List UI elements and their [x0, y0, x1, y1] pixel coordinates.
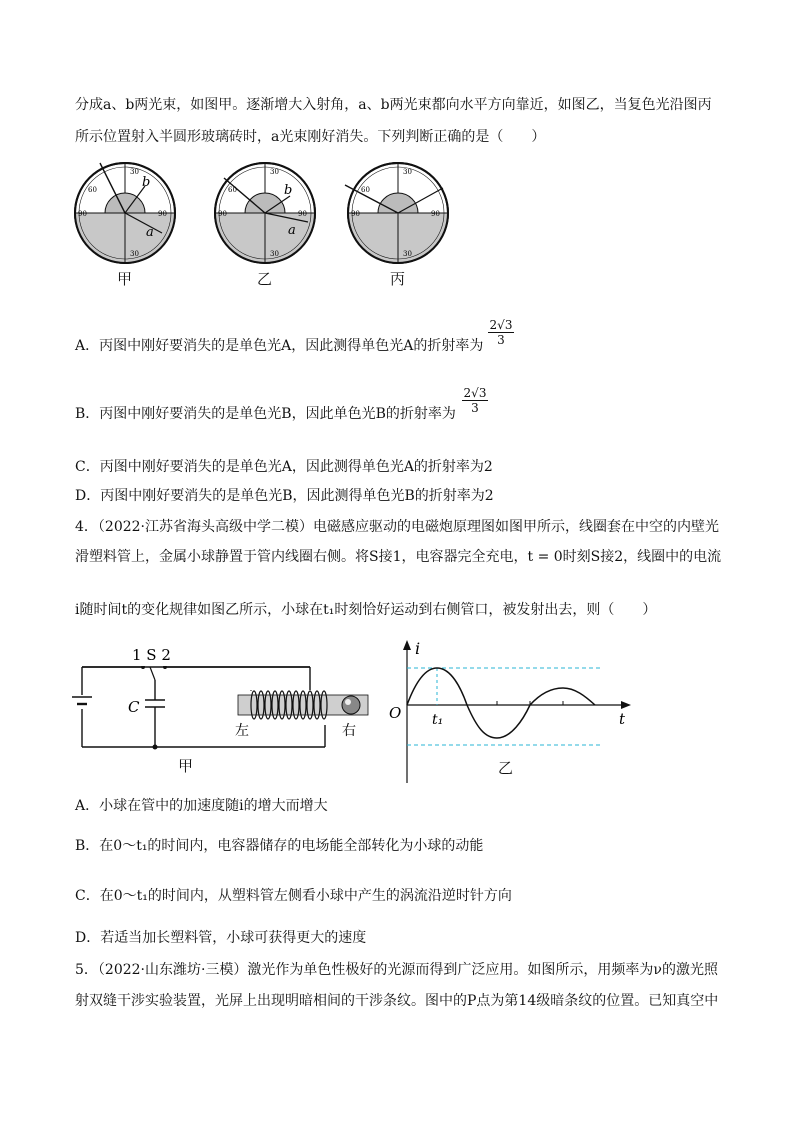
- svg-text:60: 60: [228, 186, 237, 194]
- q4-text-line-1: 4．（2022·江苏省海头高级中学二模）电磁感应驱动的电磁炮原理图如图甲所示，线圈套在中空的内壁光: [75, 519, 719, 535]
- svg-text:30: 30: [270, 168, 279, 176]
- q3-option-b-fraction: $\frac{2√3}{3}$: [463, 386, 487, 415]
- svg-text:右: 右: [342, 723, 356, 739]
- svg-text:左: 左: [235, 723, 249, 739]
- svg-text:90: 90: [218, 210, 227, 218]
- svg-text:b: b: [284, 183, 293, 198]
- svg-text:a: a: [146, 225, 154, 240]
- q4-option-b: B．在0～t₁的时间内，电容器储存的电场能全部转化为小球的动能: [75, 838, 484, 854]
- q3-text-line-2: 所示位置射入半圆形玻璃砖时，a光束刚好消失。下列判断正确的是（ ）: [75, 129, 546, 145]
- q4-text-line-2: 滑塑料管上，金属小球静置于管内线圈右侧。将S接1，电容器完全充电，t = 0时刻S接2，线圈中的电流: [75, 549, 722, 565]
- q3-option-b: B．丙图中刚好要消失的是单色光B，因此单色光B的折射率为: [75, 406, 456, 422]
- svg-text:90: 90: [351, 210, 360, 218]
- graph-caption-yi: 乙: [498, 759, 514, 777]
- q3-option-a-fraction: $\frac{2√3}{3}$: [489, 318, 513, 347]
- q3-option-c: C．丙图中刚好要消失的是单色光A，因此测得单色光A的折射率为2: [75, 459, 493, 475]
- circuit-caption-jia: 甲: [178, 757, 194, 775]
- svg-text:b: b: [142, 175, 151, 190]
- circuit-diagram-jia: [70, 640, 370, 780]
- dial-diagram-jia: [70, 158, 180, 268]
- svg-text:O: O: [389, 704, 402, 722]
- svg-text:i: i: [415, 639, 421, 658]
- q4-option-c: C．在0～t₁的时间内，从塑料管左侧看小球中产生的涡流沿逆时针方向: [75, 888, 512, 904]
- svg-text:90: 90: [431, 210, 440, 218]
- svg-text:90: 90: [78, 210, 87, 218]
- q3-option-d: D．丙图中刚好要消失的是单色光B，因此测得单色光B的折射率为2: [75, 488, 494, 504]
- svg-text:30: 30: [270, 250, 279, 258]
- q4-option-d: D．若适当加长塑料管，小球可获得更大的速度: [75, 930, 367, 946]
- svg-text:90: 90: [298, 210, 307, 218]
- svg-text:a: a: [288, 223, 296, 238]
- svg-text:30: 30: [130, 168, 139, 176]
- q3-text-line-1: 分成a、b两光束，如图甲。逐渐增大入射角，a、b两光束都向水平方向靠近，如图乙，当复色光沿图丙: [75, 97, 712, 113]
- svg-text:30: 30: [403, 250, 412, 258]
- q4-option-a: A．小球在管中的加速度随i的增大而增大: [75, 798, 328, 814]
- dial-caption-yi: 乙: [257, 270, 273, 288]
- q5-text-line-2: 射双缝干涉实验装置，光屏上出现明暗相间的干涉条纹。图中的P点为第14级暗条纹的位置。已知真空中: [75, 993, 719, 1009]
- svg-text:1 S 2: 1 S 2: [132, 646, 171, 664]
- svg-text:90: 90: [158, 210, 167, 218]
- dial-diagram-bing: [343, 158, 453, 268]
- dial-caption-jia: 甲: [117, 270, 133, 288]
- dial-diagram-yi: [210, 158, 320, 268]
- svg-text:30: 30: [130, 250, 139, 258]
- svg-text:60: 60: [361, 186, 370, 194]
- svg-text:t: t: [619, 710, 626, 728]
- dial-caption-bing: 丙: [390, 270, 406, 288]
- q4-text-line-3: i随时间t的变化规律如图乙所示，小球在t₁时刻恰好运动到右侧管口，被发射出去，则（ ）: [75, 602, 657, 618]
- q3-option-a: A．丙图中刚好要消失的是单色光A，因此测得单色光A的折射率为: [75, 338, 484, 354]
- svg-text:C: C: [128, 698, 140, 716]
- svg-text:30: 30: [403, 168, 412, 176]
- q5-text-line-1: 5．（2022·山东潍坊·三模）激光作为单色性极好的光源而得到广泛应用。如图所示，用频率为ν的激光照: [75, 962, 718, 978]
- svg-text:t₁: t₁: [432, 712, 444, 728]
- svg-text:60: 60: [88, 186, 97, 194]
